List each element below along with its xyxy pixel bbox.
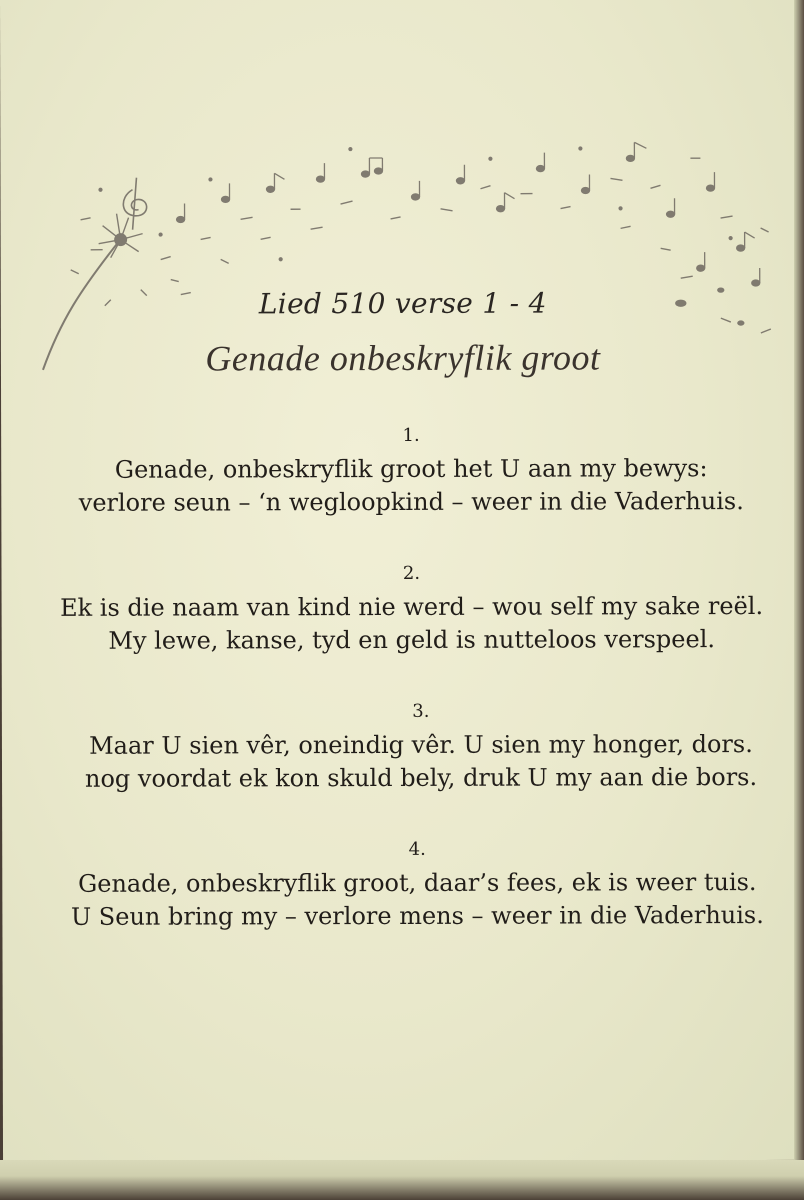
verse-line: Genade, onbeskryflik groot, daar’s fees, ek is weer tuis. [78, 868, 757, 898]
verse-line: Maar U sien vêr, oneindig vêr. U sien my honger, dors. [89, 730, 753, 760]
verse-2 [21, 562, 801, 658]
verse-list [21, 424, 802, 934]
paper-edge-shadow [794, 0, 804, 1200]
verse-number: 3. [412, 700, 430, 722]
verse-line: nog voordat ek kon skuld bely, druk U my aan die bors. [84, 763, 758, 793]
verse-number: 1. [402, 424, 420, 446]
verse-4 [32, 838, 802, 934]
verse-number: 4. [408, 838, 426, 860]
verse-3 [40, 700, 802, 796]
verse-line: My lewe, kanse, tyd en geld is nutteloos verspeel. [108, 625, 716, 655]
verse-line: U Seun bring my – verlore mens – weer in die Vaderhuis. [70, 901, 764, 931]
hymn-subtitle: Genade onbeskryflik groot [205, 337, 601, 379]
verse-1 [21, 424, 801, 520]
hymn-title: Lied 510 verse 1 - 4 [258, 286, 547, 321]
verse-line: Ek is die naam van kind nie werd – wou self my sake reël. [60, 592, 764, 622]
verse-line: verlore seun – ‘n wegloopkind – weer in die Vaderhuis. [78, 487, 744, 517]
paper-bottom-shadow [0, 1160, 804, 1200]
verse-line: Genade, onbeskryflik groot het U aan my bewys: [114, 454, 708, 484]
verse-number: 2. [402, 562, 421, 584]
